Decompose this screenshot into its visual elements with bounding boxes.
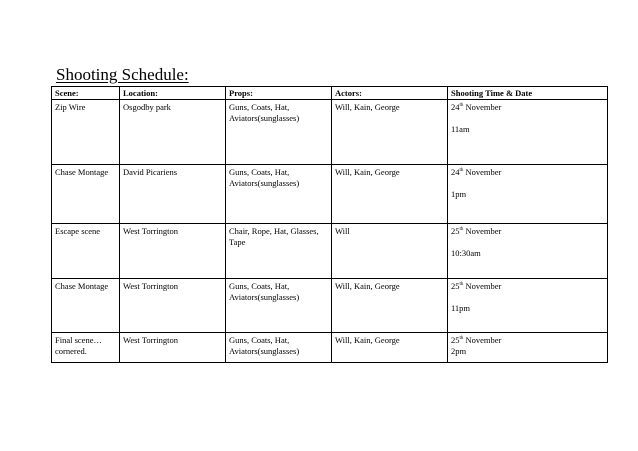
actors-cell: Will: [332, 224, 448, 279]
date-day: 25: [451, 281, 460, 291]
date-text: [451, 335, 604, 346]
column-header-time: Shooting Time & Date: [448, 87, 608, 100]
location-cell: West Torrington: [120, 224, 226, 279]
time-cell: [448, 279, 608, 333]
time-cell: [448, 333, 608, 363]
scene-cell: [52, 279, 120, 333]
date-month: November: [465, 335, 502, 345]
column-header-scene: Scene:: [52, 87, 120, 100]
page-title: Shooting Schedule:: [56, 65, 189, 84]
scene-text: cornered.: [55, 346, 87, 356]
scene-text: Zip Wire: [55, 102, 86, 112]
date-month: November: [465, 226, 502, 236]
table-row: [52, 333, 608, 363]
date-day: 24: [451, 167, 460, 177]
time-text: 10:30am: [451, 248, 481, 258]
scene-cell: [52, 333, 120, 363]
column-header-location: Location:: [120, 87, 226, 100]
time-cell: [448, 165, 608, 224]
time-text: 1pm: [451, 189, 467, 199]
actors-cell: Will, Kain, George: [332, 279, 448, 333]
time-text: 11am: [451, 124, 470, 134]
props-cell: [226, 333, 332, 363]
props-line: Guns, Coats, Hat,: [229, 167, 290, 177]
location-cell: David Picariens: [120, 165, 226, 224]
actors-cell: Will, Kain, George: [332, 333, 448, 363]
column-header-props: Props:: [226, 87, 332, 100]
date-text: [451, 167, 604, 178]
table-row: [52, 224, 608, 279]
scene-text: Final scene…: [55, 335, 102, 345]
props-line: Guns, Coats, Hat,: [229, 335, 290, 345]
scene-cell: [52, 224, 120, 279]
table-row: [52, 165, 608, 224]
props-line: Guns, Coats, Hat,: [229, 102, 290, 112]
date-day: 25: [451, 335, 460, 345]
date-ordinal: th: [459, 168, 464, 174]
props-line: Aviators(sunglasses): [229, 292, 300, 302]
table-header-row: [52, 87, 608, 100]
date-text: [451, 102, 604, 113]
date-ordinal: th: [459, 282, 464, 288]
date-day: 24: [451, 102, 460, 112]
props-cell: [226, 279, 332, 333]
shooting-schedule-table: [51, 86, 608, 363]
props-line: Aviators(sunglasses): [229, 113, 300, 123]
props-cell: [226, 165, 332, 224]
date-month: November: [465, 102, 502, 112]
props-line: Guns, Coats, Hat,: [229, 281, 290, 291]
date-ordinal: th: [459, 336, 464, 342]
location-cell: West Torrington: [120, 333, 226, 363]
time-text: 2pm: [451, 346, 467, 356]
props-line: Aviators(sunglasses): [229, 178, 300, 188]
scene-text: Chase Montage: [55, 167, 109, 177]
time-cell: [448, 100, 608, 165]
date-text: [451, 226, 604, 237]
scene-text: Escape scene: [55, 226, 101, 236]
column-header-actors: Actors:: [332, 87, 448, 100]
date-month: November: [465, 167, 502, 177]
date-ordinal: th: [459, 227, 464, 233]
date-text: [451, 281, 604, 292]
date-ordinal: th: [459, 103, 464, 109]
date-month: November: [465, 281, 502, 291]
table-row: [52, 279, 608, 333]
time-cell: [448, 224, 608, 279]
props-line: Chair, Rope, Hat, Glasses,: [229, 226, 319, 236]
date-day: 25: [451, 226, 460, 236]
props-line: Tape: [229, 237, 246, 247]
actors-cell: Will, Kain, George: [332, 100, 448, 165]
table-row: [52, 100, 608, 165]
scene-cell: [52, 165, 120, 224]
props-cell: [226, 224, 332, 279]
scene-text: Chase Montage: [55, 281, 109, 291]
time-text: 11pm: [451, 303, 471, 313]
actors-cell: Will, Kain, George: [332, 165, 448, 224]
scene-cell: [52, 100, 120, 165]
location-cell: West Torrington: [120, 279, 226, 333]
props-cell: [226, 100, 332, 165]
props-line: Aviators(sunglasses): [229, 346, 300, 356]
location-cell: Osgodby park: [120, 100, 226, 165]
